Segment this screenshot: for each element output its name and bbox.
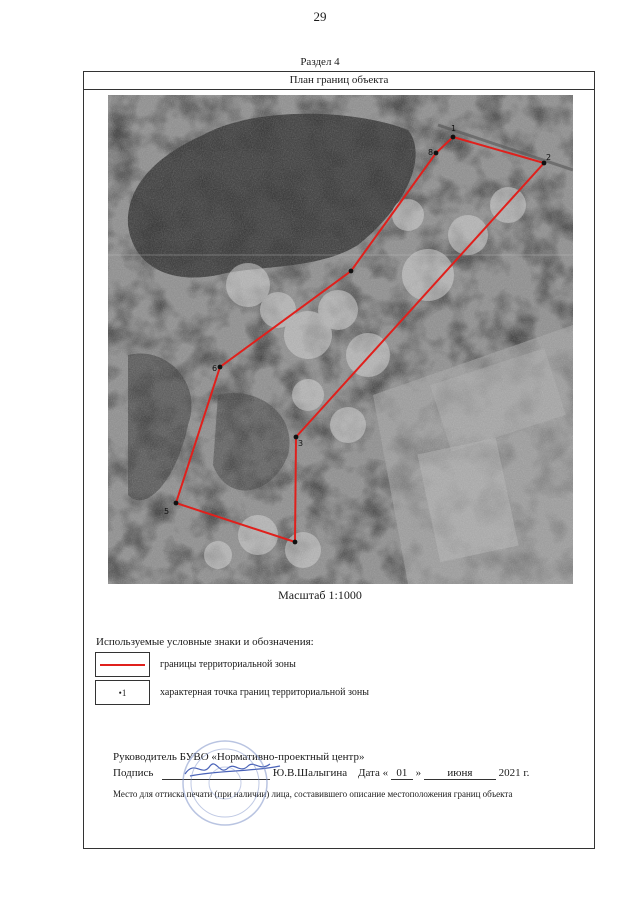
point-label: 3: [298, 439, 304, 448]
head-line: Руководитель БУВО «Нормативно-проектный центр»: [113, 751, 365, 763]
point-label: 2: [546, 153, 552, 162]
date-close: »: [415, 767, 422, 779]
section-label: Раздел 4: [300, 56, 340, 68]
legend-symbol-point: [95, 680, 150, 705]
legend-point-text: характерная точка границ территориальной зоны: [160, 687, 369, 698]
point-label: 6: [212, 364, 218, 373]
point-label: 1: [451, 124, 457, 133]
boundary-point: [293, 540, 298, 545]
page-number: 29: [313, 9, 327, 24]
sign-label: Подпись: [113, 767, 154, 779]
point-label: 5: [164, 507, 170, 516]
red-line-symbol: [100, 664, 145, 666]
signer-name: Ю.В.Шалыгина: [272, 767, 348, 779]
aerial-map: [108, 95, 573, 584]
point-label: 8: [428, 148, 434, 157]
point-symbol: •1: [118, 688, 127, 698]
boundary-point: [349, 269, 354, 274]
stamp-note: Место для оттиска печати (при наличии) лица, составившего описание местоположения границ объекта: [113, 789, 513, 799]
legend-symbol-line: [95, 652, 150, 677]
date-day: 01: [391, 767, 413, 780]
scale-label: Масштаб 1:1000: [278, 588, 362, 602]
frame-title: План границ объекта: [83, 71, 595, 90]
boundary-point: [218, 365, 223, 370]
legend-line-text: границы территориальной зоны: [160, 659, 296, 670]
date-year: 2021 г.: [498, 767, 530, 779]
legend-heading: Используемые условные знаки и обозначения:: [96, 636, 314, 648]
date-month: июня: [424, 767, 496, 780]
boundary-point: [451, 135, 456, 140]
date-label: Дата «: [357, 767, 389, 779]
official-stamp: [180, 738, 270, 828]
boundary-point: [174, 501, 179, 506]
boundary-point: [434, 151, 439, 156]
